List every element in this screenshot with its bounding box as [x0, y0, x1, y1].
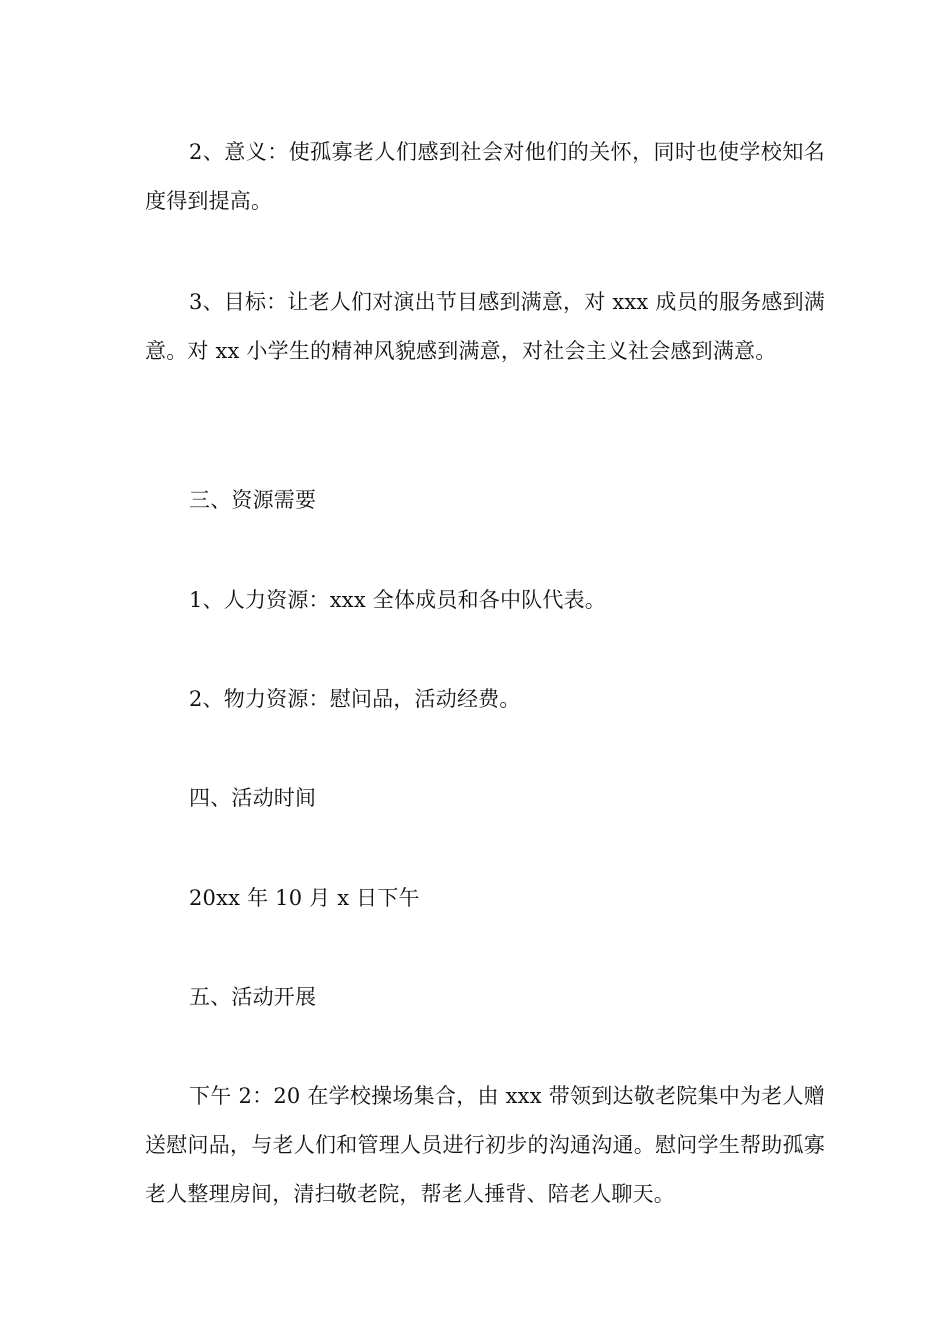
paragraph-material-resources: 2、物力资源：慰问品，活动经费。	[189, 687, 521, 711]
heading-activity-time: 四、活动时间	[189, 786, 317, 810]
heading-resources: 三、资源需要	[189, 488, 317, 512]
paragraph-goal: 3、目标：让老人们对演出节目感到满意，对 xxx 成员的服务感到满意。对 xx 小学生的精神风貌感到满意，对社会主义社会感到满意。	[145, 290, 825, 363]
paragraph-meaning: 2、意义：使孤寡老人们感到社会对他们的关怀，同时也使学校知名度得到提高。	[145, 140, 825, 213]
paragraph-afternoon-schedule: 下午 2：20 在学校操场集合，由 xxx 带领到达敬老院集中为老人赠送慰问品，与老人们和管理人员进行初步的沟通沟通。慰问学生帮助孤寡老人整理房间，清扫敬老院，帮老人捶背、陪老人聊天。	[145, 1084, 825, 1206]
paragraph-human-resources: 1、人力资源：xxx 全体成员和各中队代表。	[189, 588, 606, 612]
heading-activity-development: 五、活动开展	[189, 985, 317, 1009]
paragraph-date: 20xx 年 10 月 x 日下午	[189, 886, 420, 910]
